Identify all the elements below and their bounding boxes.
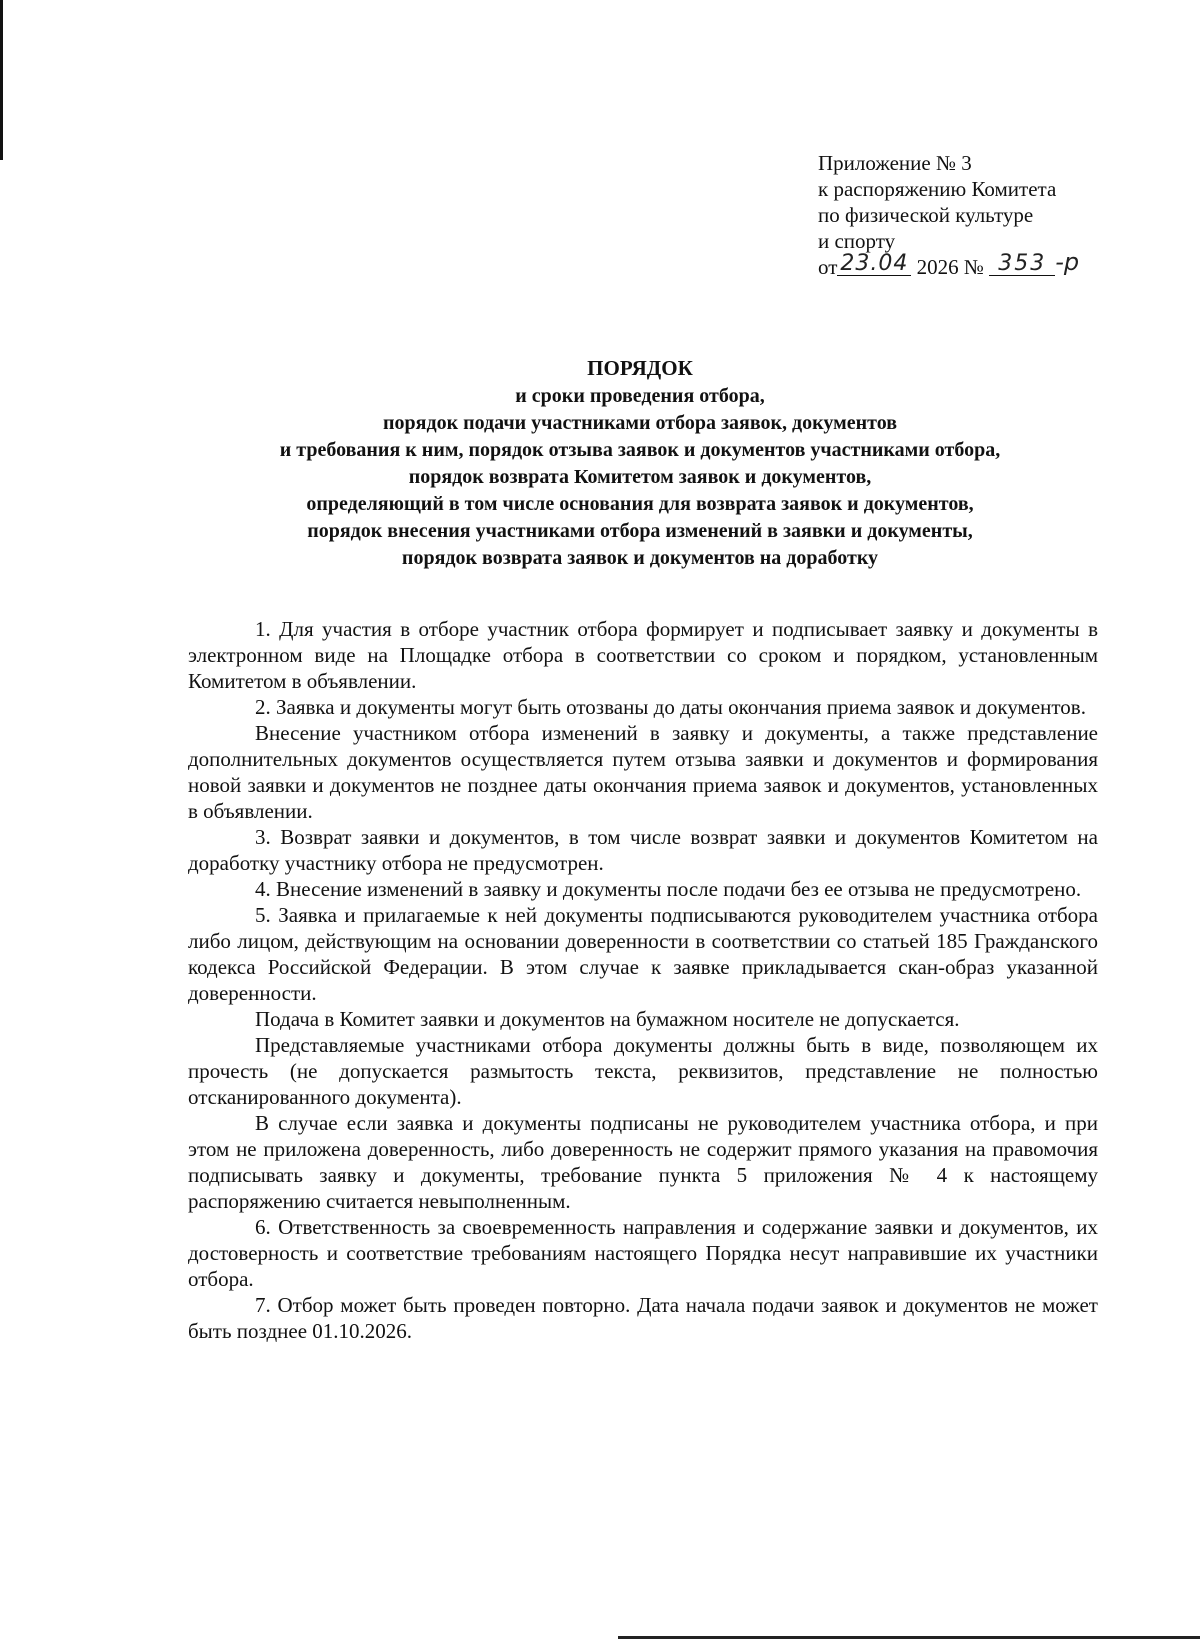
paragraph-5: 5. Заявка и прилагаемые к ней документы подписываются руководителем участника отбора либо лицом, действующим на основании доверенности в соответствии со статьей 185 Гражданского кодекса Российской Федерации. В этом случае к заявке прикладывается скан-образ указанной доверенности. xyxy=(188,903,1098,1005)
appendix-header xyxy=(818,150,1158,284)
paragraph-5-readability: Представляемые участниками отбора документы должны быть в виде, позволяющем их прочесть (не допускается размытость текста, реквизитов, представление не полностью отсканированного документа). xyxy=(188,1033,1098,1109)
title-line: порядок возврата Комитетом заявок и документов, xyxy=(408,466,872,488)
title-line: порядок внесения участниками отбора изменений в заявки и документы, xyxy=(307,520,973,542)
appendix-order-ref: к распоряжению Комитета xyxy=(818,177,1057,201)
document-body xyxy=(188,616,1098,1344)
paragraph-2-changes: Внесение участником отбора изменений в заявку и документы, а также представление дополнительных документов осуществляется путем отзыва заявки и документов и формирования новой заявки и документов не позднее даты окончания приема заявок и документов, установленных в объявлении. xyxy=(188,721,1098,823)
scan-edge-left xyxy=(0,0,3,160)
paragraph-5-power-of-attorney: В случае если заявка и документы подписаны не руководителем участника отбора, и при этом не приложена доверенность, либо доверенность не содержит прямого указания на правомочия подписывать заявку и документы, требование пункта 5 приложения № 4 к настоящему распоряжению считается невыполненным. xyxy=(188,1111,1098,1213)
handwritten-number: 353 xyxy=(989,253,1055,276)
paragraph-2: 2. Заявка и документы могут быть отозваны до даты окончания приема заявок и документов. xyxy=(255,695,1086,719)
title-line: порядок подачи участниками отбора заявок, документов xyxy=(382,412,897,434)
appendix-number: Приложение № 3 xyxy=(818,151,972,175)
date-year: 2026 № xyxy=(916,255,984,279)
title-main: ПОРЯДОК xyxy=(587,356,693,380)
title-line: порядок возврата заявок и документов на доработку xyxy=(401,547,879,569)
document-title xyxy=(150,355,1130,572)
paragraph-4: 4. Внесение изменений в заявку и документы после подачи без ее отзыва не предусмотрено. xyxy=(255,877,1082,901)
appendix-date-line xyxy=(818,248,1158,284)
number-suffix: -р xyxy=(1055,248,1080,276)
handwritten-date: 23.04 xyxy=(837,253,911,276)
paragraph-3: 3. Возврат заявки и документов, в том числе возврат заявки и документов Комитетом на доработку участнику отбора не предусмотрен. xyxy=(188,825,1098,875)
title-line: определяющий в том числе основания для возврата заявок и документов, xyxy=(306,493,974,515)
title-line: и требования к ним, порядок отзыва заявок и документов участниками отбора, xyxy=(279,439,1001,461)
appendix-committee-line-2: и спорту xyxy=(818,229,896,253)
paragraph-7: 7. Отбор может быть проведен повторно. Дата начала подачи заявок и документов не может быть позднее 01.10.2026. xyxy=(188,1293,1098,1343)
paragraph-1: 1. Для участия в отборе участник отбора формирует и подписывает заявку и документы в электронном виде на Площадке отбора в соответствии со сроком и порядком, установленным Комитетом в объявлении. xyxy=(188,617,1098,693)
date-prefix: от xyxy=(818,255,838,279)
title-line: и сроки проведения отбора, xyxy=(515,385,765,407)
paragraph-6: 6. Ответственность за своевременность направления и содержание заявки и документов, их достоверность и соответствие требованиям настоящего Порядка несут направившие их участники отбора. xyxy=(188,1215,1098,1291)
scan-edge-bottom xyxy=(618,1636,1200,1639)
paragraph-5-paper: Подача в Комитет заявки и документов на бумажном носителе не допускается. xyxy=(255,1007,960,1031)
appendix-committee-line: по физической культуре xyxy=(818,203,1034,227)
